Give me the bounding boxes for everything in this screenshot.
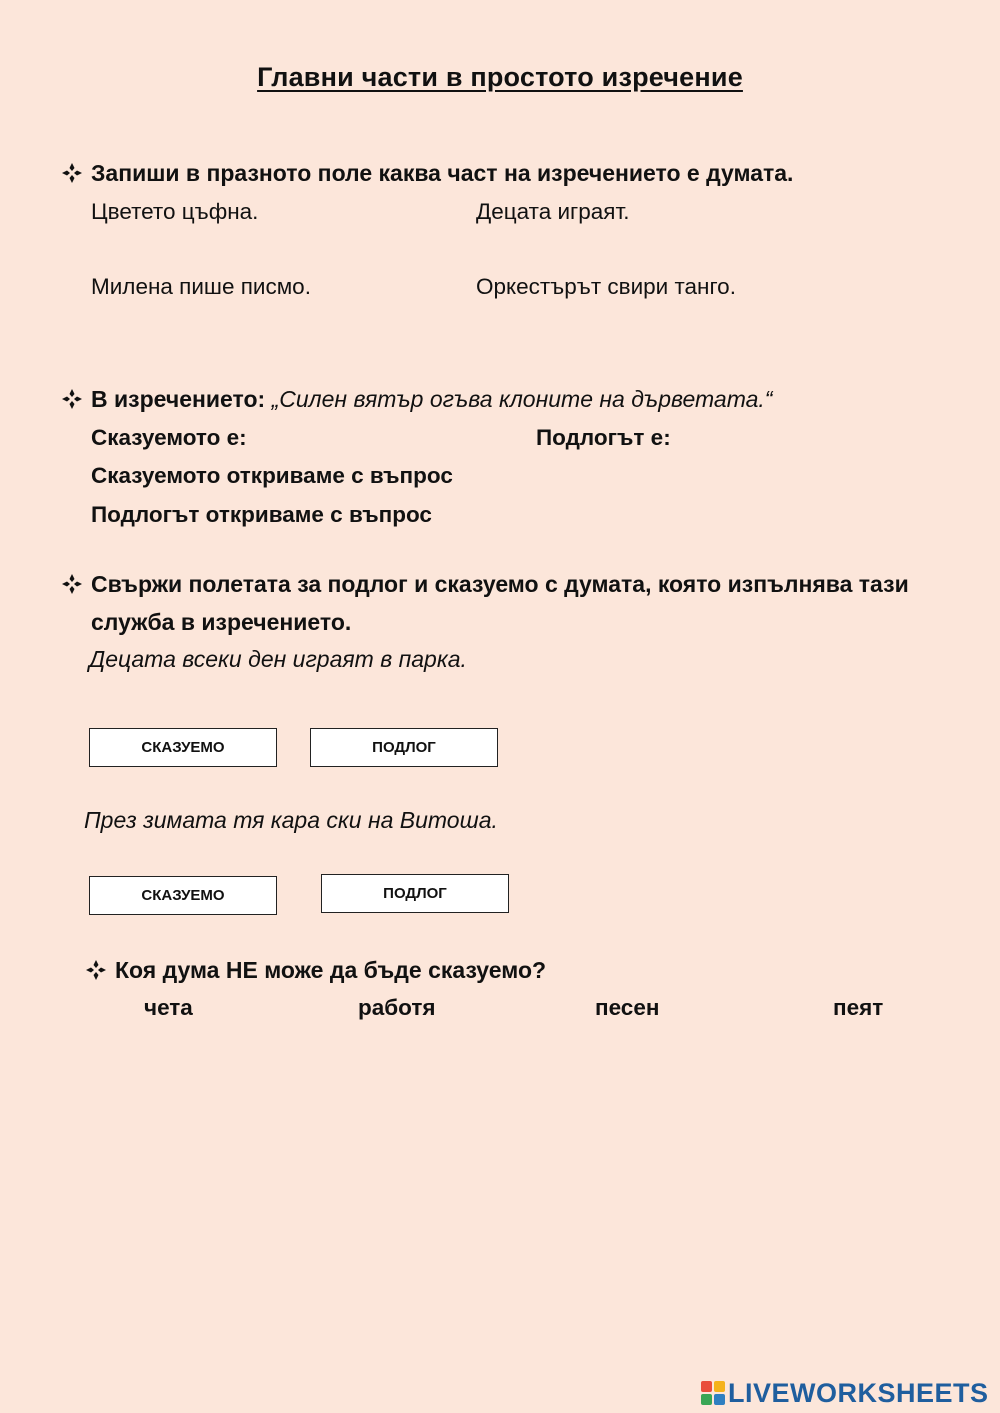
subject-question-label: Подлогът откриваме с въпрос bbox=[91, 502, 432, 527]
sentence-1c: Милена пише писмо. bbox=[91, 274, 311, 299]
liveworksheets-icon bbox=[700, 1380, 726, 1406]
diamond-bullet-icon bbox=[62, 163, 82, 183]
question-2-sentence: „Силен вятър огъва клоните на дърветата.“ bbox=[271, 386, 773, 412]
question-3-line1 bbox=[62, 571, 909, 598]
subject-box-2[interactable]: ПОДЛОГ bbox=[321, 874, 509, 913]
sentence-1b: Децата играят. bbox=[476, 199, 630, 224]
diamond-bullet-icon bbox=[62, 389, 82, 409]
predicate-box-2[interactable]: СКАЗУЕМО bbox=[89, 876, 277, 915]
question-4 bbox=[86, 957, 546, 984]
diamond-bullet-icon bbox=[86, 960, 106, 980]
question-2-prefix: В изречението: bbox=[91, 386, 266, 412]
diamond-bullet-icon bbox=[62, 574, 82, 594]
subject-box-1[interactable]: ПОДЛОГ bbox=[310, 728, 498, 767]
question-3-text-1: Свържи полетата за подлог и сказуемо с думата, която изпълнява тази bbox=[91, 571, 909, 597]
liveworksheets-logo bbox=[700, 1378, 989, 1408]
page-title: Главни части в простото изречение bbox=[257, 62, 743, 92]
sentence-1a: Цветето цъфна. bbox=[91, 199, 259, 224]
match-sentence-1: Децата всеки ден играят в парка. bbox=[89, 646, 467, 672]
subject-label: Подлогът е: bbox=[536, 425, 671, 450]
predicate-box-1[interactable]: СКАЗУЕМО bbox=[89, 728, 277, 767]
predicate-label: Сказуемото е: bbox=[91, 425, 247, 450]
question-3-line2: служба в изречението. bbox=[91, 609, 352, 635]
match-sentence-2: През зимата тя кара ски на Витоша. bbox=[84, 807, 498, 833]
question-2 bbox=[62, 386, 772, 413]
option-rabotya[interactable]: работя bbox=[358, 995, 436, 1020]
option-peyat[interactable]: пеят bbox=[833, 995, 884, 1020]
question-1 bbox=[62, 160, 793, 187]
option-cheta[interactable]: чета bbox=[144, 995, 193, 1020]
sentence-1d: Оркестърът свири танго. bbox=[476, 274, 736, 299]
predicate-question-label: Сказуемото откриваме с въпрос bbox=[91, 463, 453, 488]
question-1-text: Запиши в празното поле каква част на изречението е думата. bbox=[91, 160, 794, 186]
option-pesen[interactable]: песен bbox=[595, 995, 660, 1020]
liveworksheets-logo-text: LIVEWORKSHEETS bbox=[728, 1377, 989, 1408]
question-4-text: Коя дума НЕ може да бъде сказуемо? bbox=[115, 957, 547, 983]
